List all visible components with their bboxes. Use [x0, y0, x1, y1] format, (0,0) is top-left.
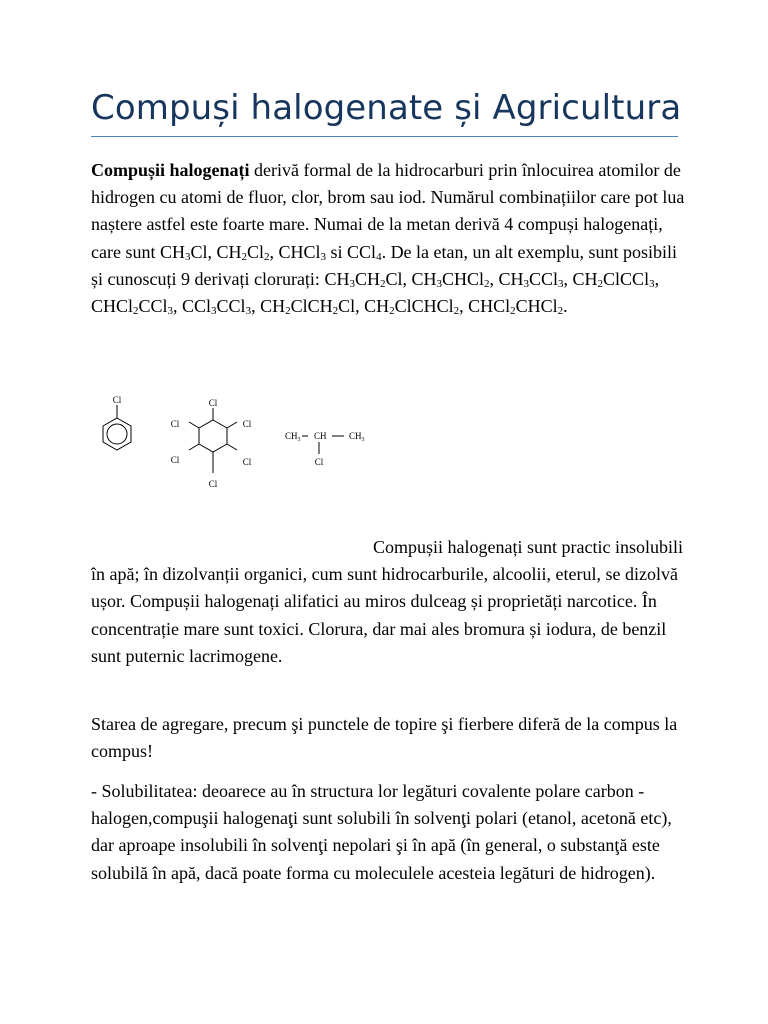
molecule-structures-figure [95, 393, 375, 493]
chloropropane-cl: Cl [314, 457, 324, 467]
chloropropane-ch3-right: $CH_3$ [349, 431, 365, 443]
ethane-formulas: $CH_3CH_2Cl$, $CH_3CHCl_2$, $CH_3CCl_3$, $CH_2ClCCl_3$, CHCl$_2$CCl$_3$, CCl$_3$CCl$_3$, $CH_2ClCH_2Cl$, $CH_2ClCHCl_2$, CHCl$_2$CHCl$_2$. [91, 268, 660, 318]
hch-cl-bottom: Cl [208, 479, 218, 489]
document-title: Compuși halogenate și Agricultura [91, 88, 682, 128]
paragraph-solubility-detail: - Solubilitatea: deoarece au în structura lor legături covalente polare carbon - halogen,compuşii halogenaţi sunt solubili în solvenţi polari (etanol, acetonă etc), dar aproape insolubili în solvenţi nepolari şi în apă (în general, o substanţă este solubilă în apă, dacă poate forma cu moleculele acesteia legături de hidrogen). [91, 781, 672, 883]
intro-text: derivă formal de la hidrocarburi prin înlocuirea atomilor de hidrogen cu atomi de fluor, clor, brom sau iod. Numărul combinațiilor care pot lua naștere astfel este foarte mare. Numai de la metan derivă 4 compuși halogenați, care sunt [91, 160, 685, 262]
hexachlorocyclohexane-structure [189, 408, 237, 473]
chloropropane-ch: CH [314, 431, 327, 441]
title-underline [91, 136, 678, 137]
paragraph-aggregation-state: Starea de agregare, precum şi punctele de topire şi fierbere diferă de la compus la compus! [91, 714, 678, 762]
paragraph-solubility-intro: Compușii halogenați sunt practic insolubili în apă; în dizolvanții organici, cum sunt hidrocarburile, alcoolii, eterul, se dizolvă ușor. Compușii halogenați alifatici au miros dulceag și proprietăți narcotice. În concentrație mare sunt toxici. Clorura, dar mai ales bromura și iodura, de benzil sunt puternic lacrimogene. [91, 537, 683, 666]
paragraph-intro [91, 157, 691, 320]
ethane-text: . De la etan, un alt exemplu, sunt posibili și cunoscuți 9 derivați clorurați: [91, 241, 678, 289]
hch-cl-upper-right: Cl [242, 419, 252, 429]
term-bold: Compușii halogenați [91, 160, 250, 180]
hch-cl-lower-right: Cl [242, 457, 252, 467]
chloropropane-structure [285, 431, 365, 467]
hch-cl-upper-left: Cl [170, 419, 180, 429]
hch-cl-top: Cl [208, 398, 218, 408]
structures-svg [95, 393, 375, 493]
chlorobenzene-structure [103, 405, 131, 450]
hch-cl-lower-left: Cl [170, 455, 180, 465]
chloropropane-ch3-left: $CH_3$ [285, 431, 301, 443]
chlorobenzene-cl-label: Cl [112, 395, 122, 405]
methane-formulas: $CH_3Cl$, $CH_2Cl_2$, CHCl$_3$ si CCl$_4$ [159, 241, 382, 263]
